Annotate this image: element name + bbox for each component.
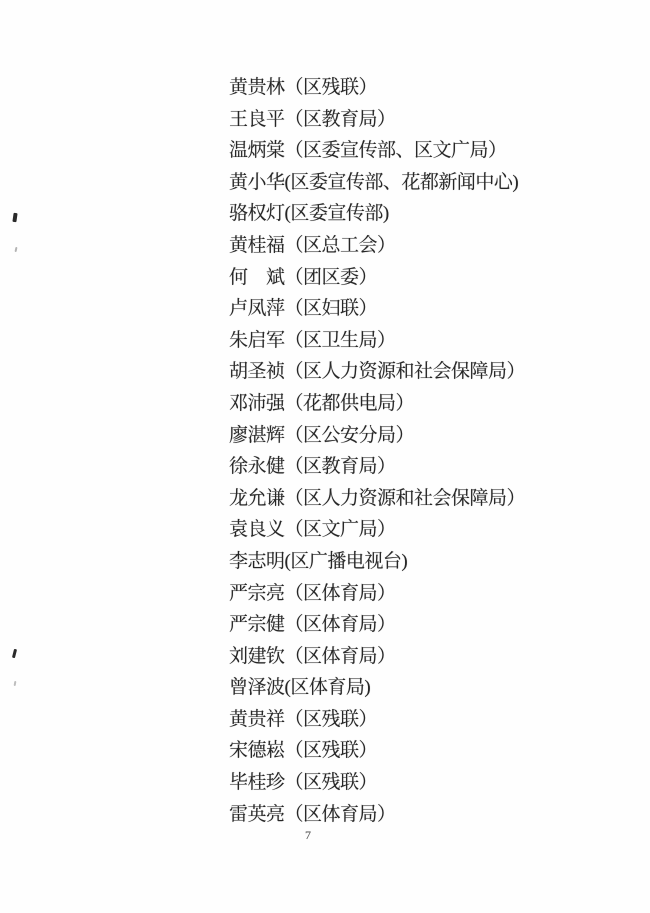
list-item: 刘建钦（区体育局） bbox=[229, 645, 396, 667]
list-item: 黄桂福（区总工会） bbox=[229, 234, 396, 256]
list-item: 骆权灯(区委宣传部) bbox=[229, 203, 389, 225]
list-item: 卢凤萍（区妇联） bbox=[229, 298, 378, 320]
list-item: 何 斌（团区委） bbox=[229, 266, 378, 288]
scan-artifact bbox=[14, 681, 17, 686]
list-item: 袁良义（区文广局） bbox=[229, 519, 396, 541]
list-item: 毕桂珍（区残联） bbox=[229, 772, 378, 794]
list-item: 温炳棠（区委宣传部、区文广局） bbox=[229, 140, 507, 162]
list-item: 黄贵林（区残联） bbox=[229, 77, 378, 98]
list-item: 朱启军（区卫生局） bbox=[229, 329, 396, 351]
list-item: 曾泽波(区体育局) bbox=[229, 677, 371, 699]
list-item: 廖湛辉（区公安分局） bbox=[229, 424, 415, 446]
scan-artifact bbox=[15, 247, 18, 252]
list-item: 邓沛强（花都供电局） bbox=[229, 392, 415, 414]
list-item: 黄贵祥（区残联） bbox=[229, 708, 378, 730]
list-item: 王良平（区教育局） bbox=[229, 108, 396, 130]
name-list bbox=[229, 72, 629, 830]
list-item: 龙允谦（区人力资源和社会保障局） bbox=[229, 487, 526, 509]
list-item: 严宗亮（区体育局） bbox=[229, 582, 396, 604]
list-item: 胡圣祯（区人力资源和社会保障局） bbox=[229, 361, 526, 383]
scan-artifact bbox=[12, 649, 17, 658]
page-number: 7 bbox=[305, 828, 311, 842]
list-item: 李志明(区广播电视台) bbox=[229, 550, 408, 572]
list-item: 宋德崧（区残联） bbox=[229, 740, 378, 762]
list-item: 雷英亮（区体育局） bbox=[229, 803, 396, 825]
scan-artifact bbox=[12, 213, 17, 222]
list-item: 徐永健（区教育局） bbox=[229, 456, 396, 478]
list-item: 黄小华(区委宣传部、花都新闻中心) bbox=[229, 171, 519, 193]
list-item: 严宗健（区体育局） bbox=[229, 614, 396, 636]
